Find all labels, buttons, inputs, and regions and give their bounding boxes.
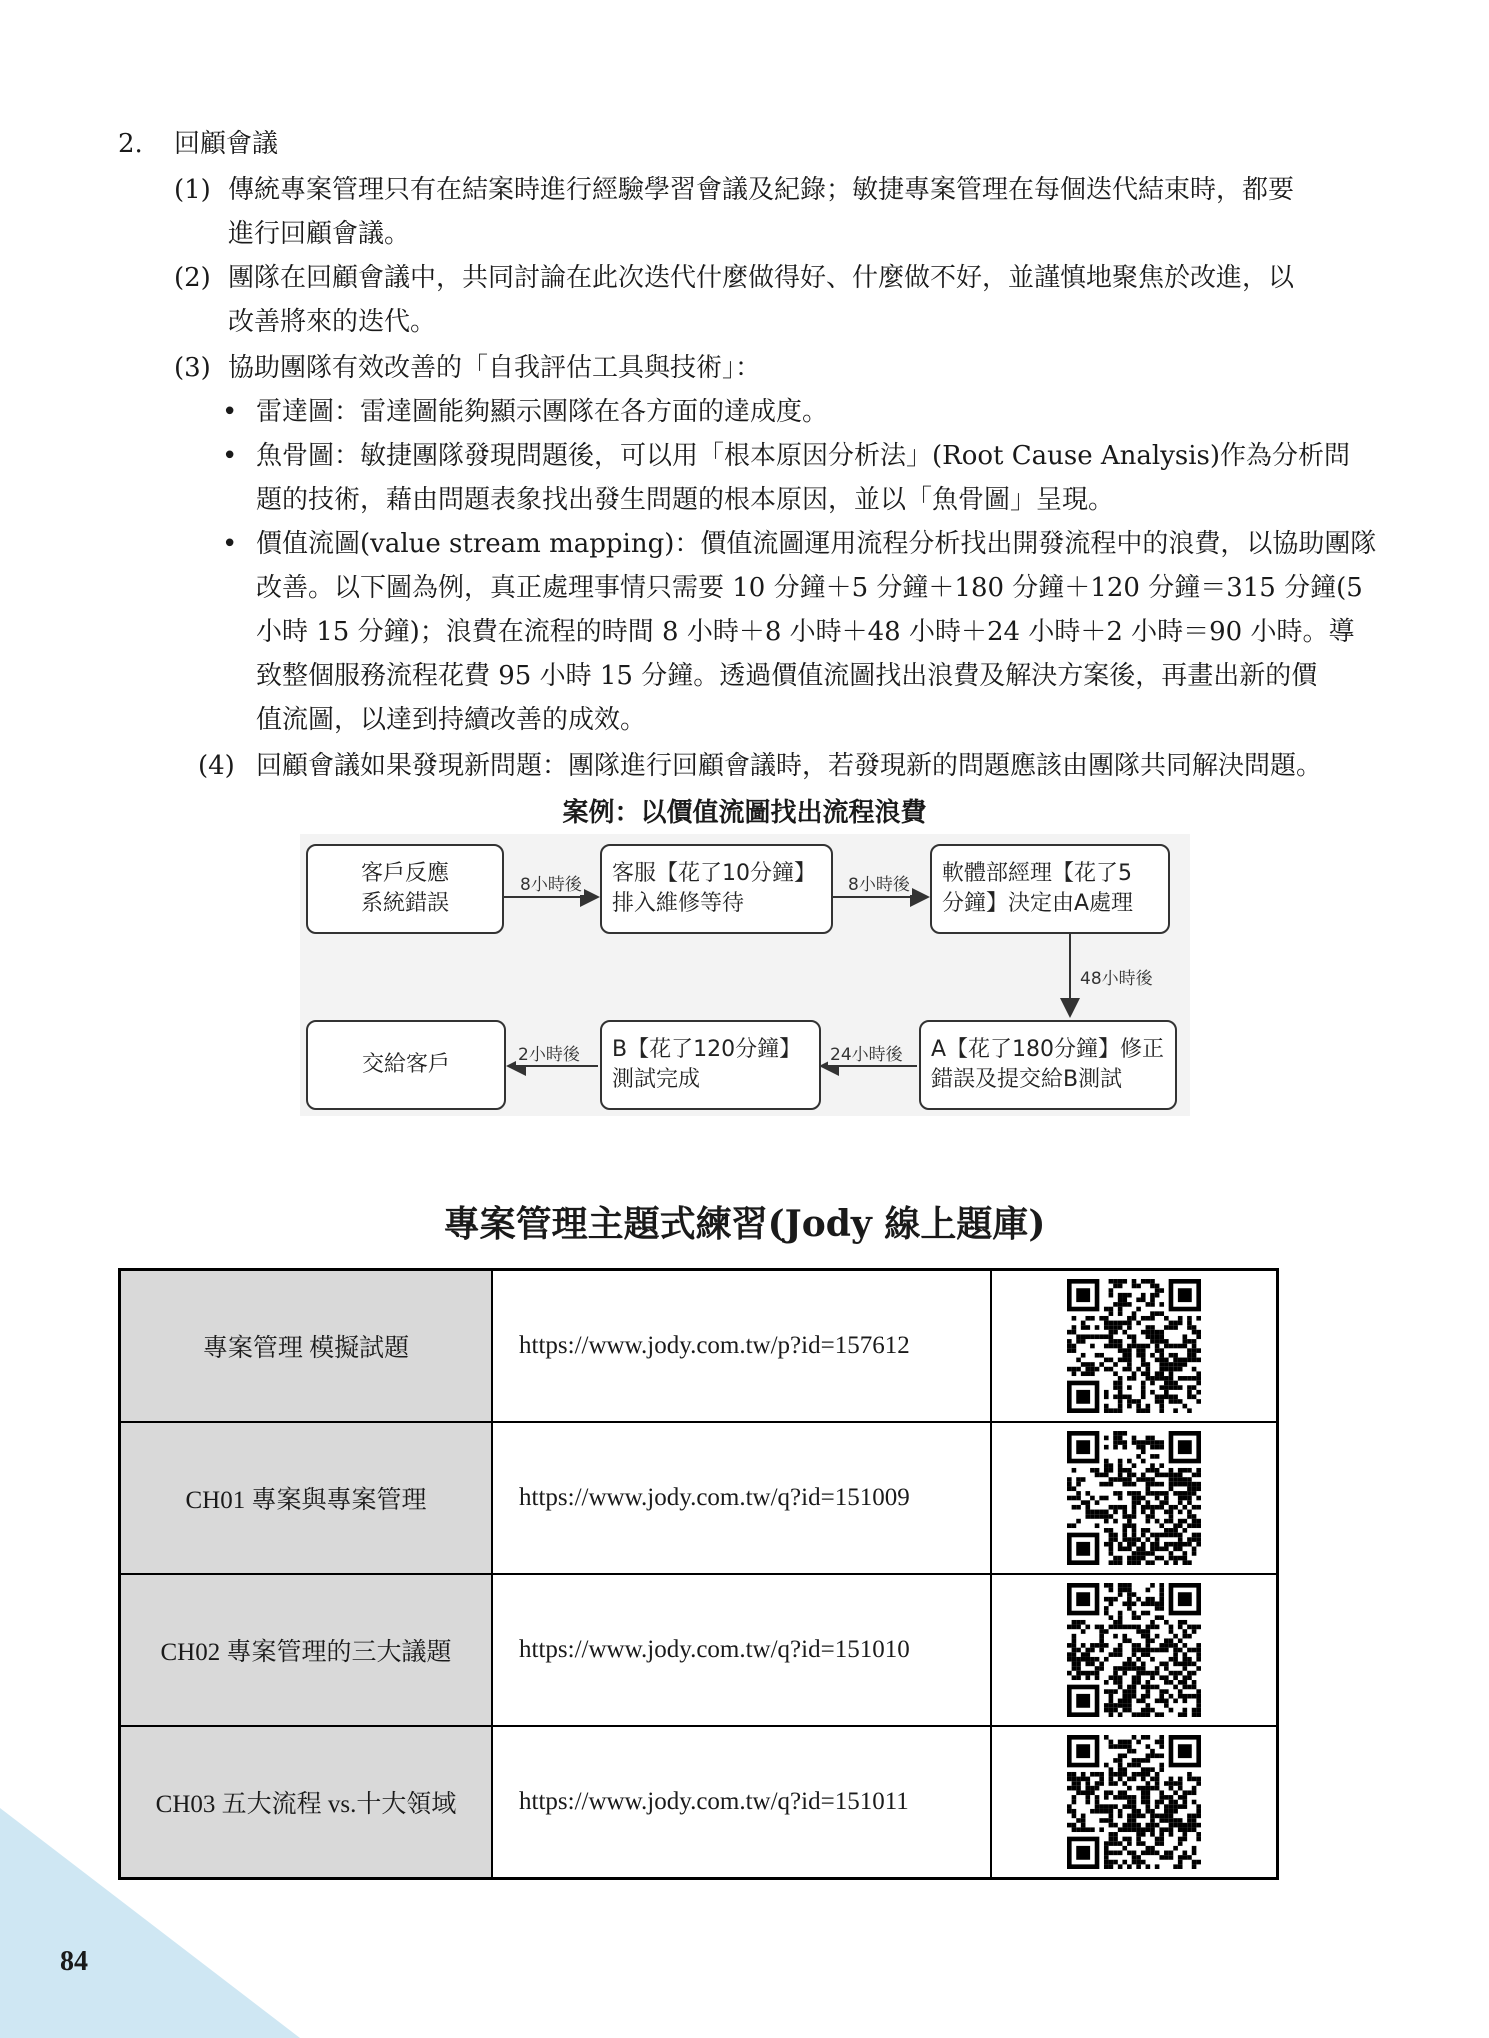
bullet-icon: • [222,529,238,559]
item-line: 協助團隊有效改善的「自我評估工具與技術」： [228,353,762,383]
section-number: 2. [118,129,143,159]
page-number: 84 [60,1946,88,1977]
url-link[interactable]: https://www.jody.com.tw/q?id=151010 [492,1574,991,1726]
item-marker: (4) [198,751,235,781]
item-marker: (2) [174,263,211,293]
section-title: 回顧會議 [174,129,279,159]
bullet-icon: • [222,397,238,427]
item-line: 傳統專案管理只有在結案時進行經驗學習會議及紀錄；敏捷專案管理在每個迭代結束時，都要 [228,175,1295,205]
box-line: 錯誤及提交給B測試 [931,1067,1123,1092]
qr-code-icon[interactable] [1067,1279,1201,1413]
topic-cell: CH01 專案與專案管理 [120,1422,493,1574]
item-line: 團隊在回顧會議中，共同討論在此次迭代什麼做得好、什麼做不好，並謹慎地聚焦於改進，以 [228,263,1295,293]
qr-cell [991,1270,1278,1423]
qr-code-icon[interactable] [1067,1583,1201,1717]
arrow-label: 48小時後 [1078,964,1155,989]
value-stream-diagram [300,834,1190,1116]
flow-box-customer-report [306,844,504,934]
diagram-title: 案例：以價值流圖找出流程浪費 [562,798,927,828]
url-link[interactable]: https://www.jody.com.tw/q?id=151009 [492,1422,991,1574]
arrow-label: 8小時後 [846,870,912,895]
box-line: B【花了120分鐘】 [612,1037,802,1062]
box-line: A【花了180分鐘】修正 [931,1037,1165,1062]
item-line: 回顧會議如果發現新問題：團隊進行回顧會議時，若發現新的問題應該由團隊共同解決問題。 [256,751,1323,781]
bullet-line: 值流圖，以達到持續改善的成效。 [256,705,647,735]
url-link[interactable]: https://www.jody.com.tw/q?id=151011 [492,1726,991,1879]
box-line: 系統錯誤 [360,891,449,916]
arrow-label: 2小時後 [516,1040,582,1065]
flow-box-b-test [600,1020,821,1110]
box-line: 客戶反應 [360,861,449,886]
url-link[interactable]: https://www.jody.com.tw/p?id=157612 [492,1270,991,1423]
arrow-label: 8小時後 [518,870,584,895]
practice-title: 專案管理主題式練習(Jody 線上題庫) [443,1203,1046,1245]
item-line: 改善將來的迭代。 [228,307,437,337]
flow-box-service [600,844,833,934]
arrow-label: 24小時後 [828,1040,905,1065]
bullet-line: 題的技術，藉由問題表象找出發生問題的根本原因，並以「魚骨圖」呈現。 [256,485,1115,515]
bullet-line: 小時 15 分鐘)；浪費在流程的時間 8 小時＋8 小時＋48 小時＋24 小時＋2 小時＝90 小時。導 [256,617,1355,647]
practice-table [118,1268,1279,1880]
qr-cell [991,1422,1278,1574]
qr-code-icon[interactable] [1067,1735,1201,1869]
bullet-line: 魚骨圖：敏捷團隊發現問題後，可以用「根本原因分析法」(Root Cause Analysis)作為分析問 [256,441,1351,471]
topic-cell: 專案管理 模擬試題 [120,1270,493,1423]
box-line: 軟體部經理【花了5 [942,861,1132,886]
item-marker: (3) [174,353,211,383]
table-row [120,1270,1278,1423]
box-line: 交給客戶 [361,1052,450,1077]
item-line: 進行回顧會議。 [228,219,411,249]
bullet-line: 致整個服務流程花費 95 小時 15 分鐘。透過價值流圖找出浪費及解決方案後，再畫出新的價 [256,661,1318,691]
qr-cell [991,1574,1278,1726]
flow-box-a-fix [919,1020,1177,1110]
bullet-line: 價值流圖(value stream mapping)：價值流圖運用流程分析找出開發流程中的浪費，以協助團隊 [256,529,1377,559]
topic-cell: CH03 五大流程 vs.十大領域 [120,1726,493,1879]
box-line: 排入維修等待 [612,891,745,916]
qr-cell [991,1726,1278,1879]
flow-box-deliver [306,1020,506,1110]
table-row [120,1726,1278,1879]
table-row [120,1422,1278,1574]
box-line: 分鐘】決定由A處理 [942,891,1134,916]
box-line: 客服【花了10分鐘】 [612,861,816,886]
table-row [120,1574,1278,1726]
item-marker: (1) [174,175,211,205]
bullet-line: 改善。以下圖為例，真正處理事情只需要 10 分鐘＋5 分鐘＋180 分鐘＋120 分鐘＝315 分鐘(5 [256,573,1363,603]
bullet-icon: • [222,441,238,471]
bullet-line: 雷達圖：雷達圖能夠顯示團隊在各方面的達成度。 [256,397,829,427]
topic-cell: CH02 專案管理的三大議題 [120,1574,493,1726]
qr-code-icon[interactable] [1067,1431,1201,1565]
box-line: 測試完成 [612,1067,701,1092]
flow-box-manager [930,844,1170,934]
